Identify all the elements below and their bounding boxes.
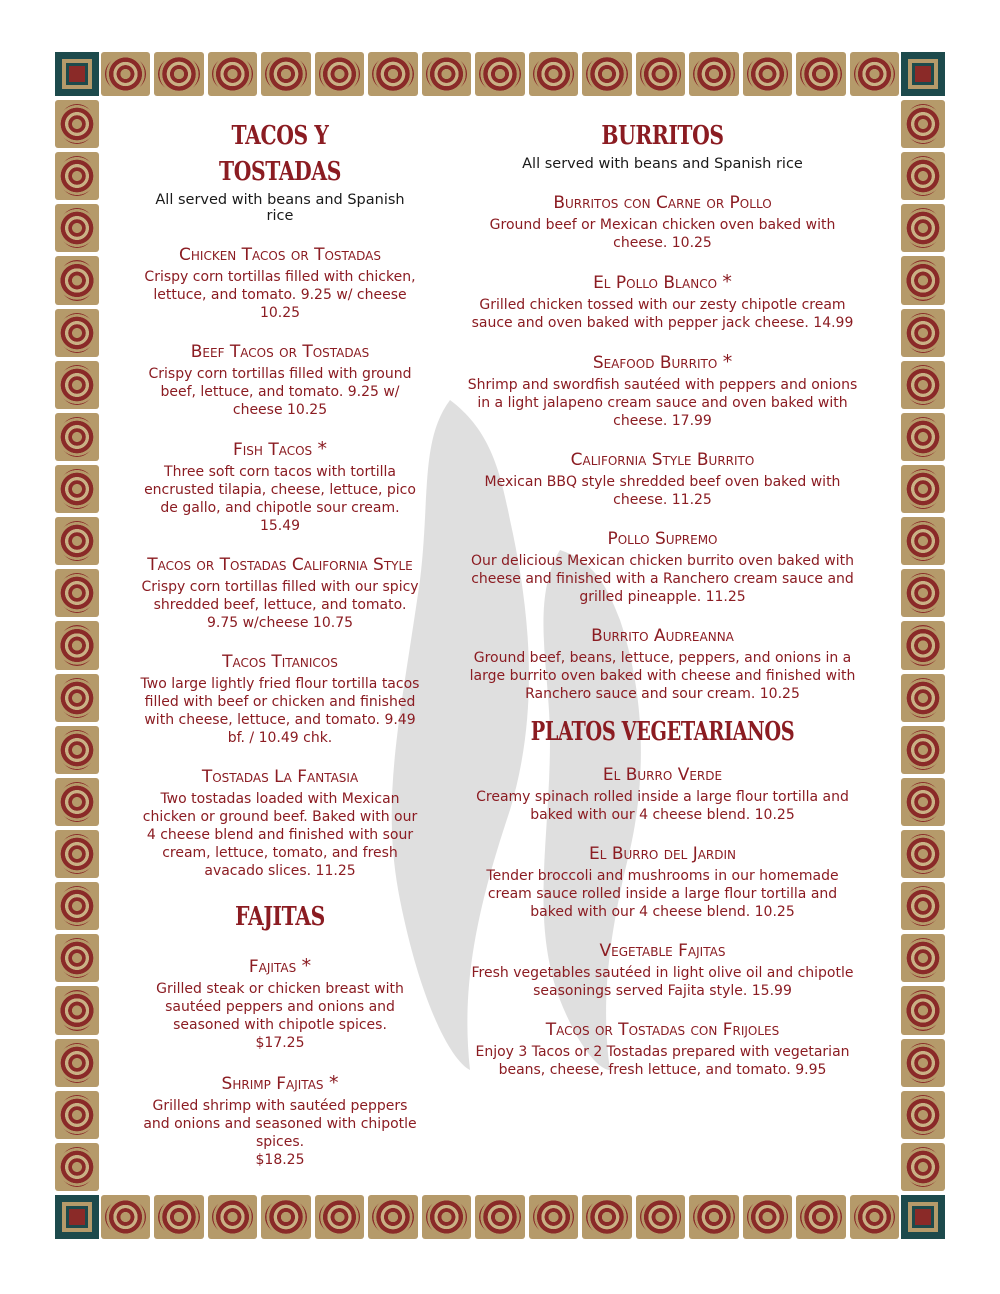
square-corner-icon bbox=[901, 52, 945, 96]
rose-tile-icon bbox=[55, 465, 99, 513]
rose-tile-icon bbox=[743, 1195, 792, 1239]
rose-tile-icon bbox=[55, 361, 99, 409]
menu-item-price: $18.25 bbox=[255, 1152, 305, 1168]
rose-tile-icon bbox=[55, 256, 99, 304]
menu-item-name bbox=[140, 1072, 420, 1095]
rose-tile-icon bbox=[689, 1195, 738, 1239]
menu-item-title: Tostadas La Fantasia bbox=[201, 767, 359, 787]
menu-item-title: El Burro del Jardin bbox=[588, 844, 737, 864]
menu-item bbox=[465, 192, 860, 252]
menu-item bbox=[140, 341, 420, 419]
square-corner-icon bbox=[55, 52, 99, 96]
menu-item bbox=[140, 651, 420, 747]
rose-tile-icon bbox=[529, 52, 578, 96]
rose-tile-icon bbox=[901, 778, 945, 826]
rose-tile-icon bbox=[55, 934, 99, 982]
rose-tile-icon bbox=[901, 413, 945, 461]
rose-tile-icon bbox=[422, 52, 471, 96]
menu-item-title: El Pollo Blanco bbox=[593, 273, 718, 293]
menu-item-title: Tacos or Tostadas con Frijoles bbox=[545, 1020, 780, 1040]
menu-item-title: Vegetable Fajitas bbox=[599, 941, 726, 961]
menu-item-description: Two tostadas loaded with Mexican chicken or ground beef. Baked with our 4 cheese blend and finished with sour cream, lettuce, tomato, and fresh avacado slices. 11.25 bbox=[142, 791, 418, 879]
rose-tile-icon bbox=[154, 1195, 203, 1239]
menu-item-name bbox=[465, 940, 860, 962]
rose-tile-icon bbox=[208, 52, 257, 96]
rose-tile-icon bbox=[422, 1195, 471, 1239]
menu-item-description: Crispy corn tortillas filled with our spicy shredded beef, lettuce, and tomato. 9.75 w/cheese 10.75 bbox=[141, 579, 419, 631]
menu-item-description: Crispy corn tortillas filled with ground beef, lettuce, and tomato. 9.25 w/ cheese 10.25 bbox=[148, 366, 412, 418]
rose-tile-icon bbox=[689, 52, 738, 96]
border-bottom bbox=[101, 1195, 899, 1239]
section-title-vegetarian: PLATOS VEGETARIANOS bbox=[530, 717, 795, 747]
rose-tile-icon bbox=[261, 1195, 310, 1239]
menu-item-title: Burrito Audreanna bbox=[591, 626, 734, 646]
rose-tile-icon bbox=[796, 52, 845, 96]
rose-tile-icon bbox=[55, 674, 99, 722]
rose-tile-icon bbox=[208, 1195, 257, 1239]
menu-item-title: Seafood Burrito bbox=[592, 353, 718, 373]
menu-item-description: Creamy spinach rolled inside a large flour tortilla and baked with our 4 cheese blend. 10.25 bbox=[476, 789, 849, 823]
menu-item-name bbox=[140, 955, 420, 978]
rose-tile-icon bbox=[901, 726, 945, 774]
square-corner-icon bbox=[901, 1195, 945, 1239]
square-corner-icon bbox=[55, 1195, 99, 1239]
menu-item-name bbox=[140, 651, 420, 673]
menu-item-name bbox=[140, 341, 420, 363]
menu-item bbox=[465, 528, 860, 606]
rose-tile-icon bbox=[55, 986, 99, 1034]
rose-tile-icon bbox=[582, 52, 631, 96]
menu-item bbox=[140, 955, 420, 1053]
rose-tile-icon bbox=[55, 413, 99, 461]
rose-tile-icon bbox=[743, 52, 792, 96]
menu-item-title: Pollo Supremo bbox=[607, 529, 718, 549]
menu-list-tacos bbox=[140, 244, 420, 880]
menu-item-name bbox=[465, 625, 860, 647]
rose-tile-icon bbox=[101, 52, 150, 96]
menu-list-burritos bbox=[465, 192, 860, 703]
rose-tile-icon bbox=[901, 1091, 945, 1139]
rose-tile-icon bbox=[901, 204, 945, 252]
rose-tile-icon bbox=[901, 830, 945, 878]
rose-tile-icon bbox=[55, 778, 99, 826]
star-icon: * bbox=[722, 271, 732, 293]
rose-tile-icon bbox=[901, 152, 945, 200]
menu-item bbox=[465, 271, 860, 332]
rose-tile-icon bbox=[901, 674, 945, 722]
menu-item-name bbox=[465, 843, 860, 865]
menu-item-description: Tender broccoli and mushrooms in our homemade cream sauce rolled inside a large flour tortilla and baked with our 4 cheese blend. 10.25 bbox=[486, 868, 839, 920]
rose-tile-icon bbox=[154, 52, 203, 96]
menu-item-title: Fish Tacos bbox=[232, 440, 313, 460]
menu-item bbox=[465, 1019, 860, 1079]
menu-item bbox=[465, 351, 860, 430]
right-column bbox=[465, 118, 860, 1098]
menu-item-description: Two large lightly fried flour tortilla tacos filled with beef or chicken and finished with cheese, lettuce, and tomato. 9.49 bf. / 10.49 chk. bbox=[140, 676, 420, 746]
rose-tile-icon bbox=[901, 882, 945, 930]
rose-tile-icon bbox=[850, 52, 899, 96]
menu-item bbox=[465, 449, 860, 509]
rose-tile-icon bbox=[796, 1195, 845, 1239]
menu-item-title: El Burro Verde bbox=[602, 765, 723, 785]
menu-item bbox=[465, 764, 860, 824]
rose-tile-icon bbox=[101, 1195, 150, 1239]
section-subtitle-tacos: All served with beans and Spanish rice bbox=[155, 192, 405, 224]
menu-item bbox=[465, 843, 860, 921]
rose-tile-icon bbox=[55, 517, 99, 565]
rose-tile-icon bbox=[901, 569, 945, 617]
menu-item-name bbox=[140, 554, 420, 576]
menu-item-title: Shrimp Fajitas bbox=[221, 1074, 324, 1094]
menu-item-description: Fresh vegetables sautéed in light olive oil and chipotle seasonings served Fajita style. 15.99 bbox=[471, 965, 854, 999]
rose-tile-icon bbox=[55, 309, 99, 357]
star-icon: * bbox=[317, 438, 328, 460]
menu-item bbox=[140, 1072, 420, 1170]
menu-item-description: Ground beef or Mexican chicken oven baked with cheese. 10.25 bbox=[489, 217, 836, 251]
rose-tile-icon bbox=[901, 309, 945, 357]
rose-tile-icon bbox=[901, 517, 945, 565]
menu-item-name bbox=[465, 271, 860, 294]
menu-item-title: California Style Burrito bbox=[570, 450, 755, 470]
rose-tile-icon bbox=[901, 100, 945, 148]
menu-item-title: Fajitas bbox=[248, 957, 297, 977]
menu-item-price: $17.25 bbox=[255, 1035, 305, 1051]
border-right bbox=[901, 100, 945, 1191]
rose-tile-icon bbox=[901, 361, 945, 409]
menu-item bbox=[465, 940, 860, 1000]
star-icon: * bbox=[722, 351, 733, 373]
rose-tile-icon bbox=[315, 1195, 364, 1239]
menu-item-description: Enjoy 3 Tacos or 2 Tostadas prepared with vegetarian beans, cheese, fresh lettuce, and tomato. 9.95 bbox=[475, 1044, 850, 1078]
menu-item bbox=[140, 766, 420, 880]
menu-item-name bbox=[140, 766, 420, 788]
star-icon: * bbox=[328, 1072, 339, 1094]
menu-item-name bbox=[465, 351, 860, 374]
section-title-fajitas: FAJITAS bbox=[235, 902, 325, 932]
rose-tile-icon bbox=[368, 52, 417, 96]
menu-item-title: Chicken Tacos or Tostadas bbox=[179, 245, 381, 265]
rose-tile-icon bbox=[636, 52, 685, 96]
menu-item-description: Shrimp and swordfish sautéed with peppers and onions in a light jalapeno cream sauce and oven baked with cheese. 17.99 bbox=[467, 377, 858, 429]
menu-item-title: Tacos Titanicos bbox=[222, 652, 338, 672]
menu-list-fajitas bbox=[140, 955, 420, 1170]
rose-tile-icon bbox=[55, 204, 99, 252]
menu-item-title: Beef Tacos or Tostadas bbox=[190, 342, 370, 362]
rose-tile-icon bbox=[901, 1143, 945, 1191]
menu-item-name bbox=[465, 1019, 860, 1041]
rose-tile-icon bbox=[55, 882, 99, 930]
menu-item-title: Tacos or Tostadas California Style bbox=[147, 555, 413, 575]
left-column bbox=[140, 118, 420, 1189]
rose-tile-icon bbox=[901, 256, 945, 304]
menu-item-name bbox=[465, 449, 860, 471]
menu-item-description: Ground beef, beans, lettuce, peppers, and onions in a large burrito oven baked with cheese and finished with Ranchero sauce and sour cream. 10.25 bbox=[469, 650, 856, 702]
rose-tile-icon bbox=[55, 830, 99, 878]
menu-item-description: Three soft corn tacos with tortilla encrusted tilapia, cheese, lettuce, pico de gallo, and chipotle sour cream. 15.49 bbox=[144, 464, 416, 534]
rose-tile-icon bbox=[55, 152, 99, 200]
rose-tile-icon bbox=[636, 1195, 685, 1239]
rose-tile-icon bbox=[475, 52, 524, 96]
rose-tile-icon bbox=[850, 1195, 899, 1239]
rose-tile-icon bbox=[55, 1143, 99, 1191]
section-title-burritos: BURRITOS bbox=[601, 121, 724, 151]
menu-item-name bbox=[465, 192, 860, 214]
star-icon: * bbox=[301, 955, 312, 977]
rose-tile-icon bbox=[901, 1039, 945, 1087]
rose-tile-icon bbox=[55, 1039, 99, 1087]
menu-item-description: Grilled steak or chicken breast with sautéed peppers and onions and seasoned with chipotle spices. bbox=[156, 981, 404, 1033]
rose-tile-icon bbox=[315, 52, 364, 96]
border-left bbox=[55, 100, 99, 1191]
rose-tile-icon bbox=[261, 52, 310, 96]
rose-tile-icon bbox=[55, 569, 99, 617]
rose-tile-icon bbox=[901, 621, 945, 669]
menu-item-description: Mexican BBQ style shredded beef oven baked with cheese. 11.25 bbox=[484, 474, 841, 508]
rose-tile-icon bbox=[529, 1195, 578, 1239]
menu-item-title: Burritos con Carne or Pollo bbox=[553, 193, 772, 213]
rose-tile-icon bbox=[475, 1195, 524, 1239]
menu-item bbox=[140, 438, 420, 535]
rose-tile-icon bbox=[582, 1195, 631, 1239]
menu-item-name bbox=[140, 438, 420, 461]
menu-item-name bbox=[465, 528, 860, 550]
menu-item-description: Grilled shrimp with sautéed peppers and onions and seasoned with chipotle spices. bbox=[143, 1098, 417, 1150]
rose-tile-icon bbox=[901, 934, 945, 982]
section-subtitle-burritos: All served with beans and Spanish rice bbox=[522, 156, 803, 172]
menu-item bbox=[465, 625, 860, 703]
rose-tile-icon bbox=[368, 1195, 417, 1239]
rose-tile-icon bbox=[55, 726, 99, 774]
rose-tile-icon bbox=[55, 621, 99, 669]
rose-tile-icon bbox=[901, 986, 945, 1034]
border-top bbox=[101, 52, 899, 96]
menu-item-description: Our delicious Mexican chicken burrito oven baked with cheese and finished with a Ranchero cream sauce and grilled pineapple. 11.25 bbox=[470, 553, 854, 605]
menu-item bbox=[140, 244, 420, 322]
menu-list-vegetarian bbox=[465, 764, 860, 1079]
menu-item bbox=[140, 554, 420, 632]
menu-item-name bbox=[140, 244, 420, 266]
menu-item-description: Grilled chicken tossed with our zesty chipotle cream sauce and oven baked with pepper jack cheese. 14.99 bbox=[471, 297, 854, 331]
rose-tile-icon bbox=[55, 1091, 99, 1139]
rose-tile-icon bbox=[901, 465, 945, 513]
rose-tile-icon bbox=[55, 100, 99, 148]
menu-item-description: Crispy corn tortillas filled with chicken, lettuce, and tomato. 9.25 w/ cheese 10.25 bbox=[144, 269, 416, 321]
section-title-tacos: TACOS Y TOSTADAS bbox=[219, 121, 341, 187]
menu-item-name bbox=[465, 764, 860, 786]
